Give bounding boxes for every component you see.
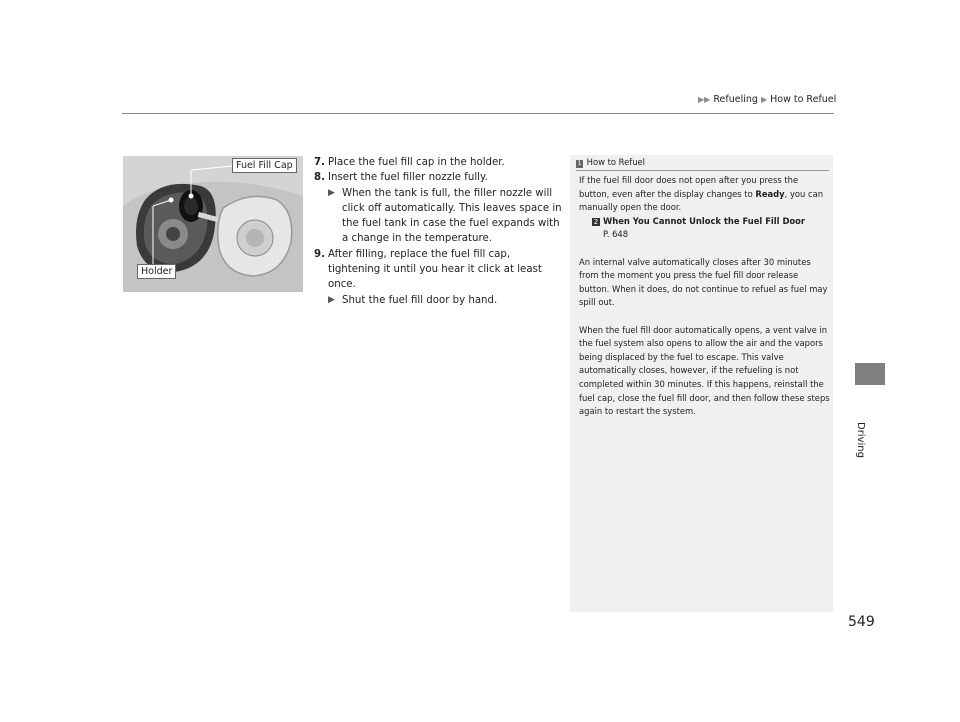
breadcrumb-arrow-icon: ▶ — [760, 95, 768, 104]
step-text: After filling, replace the fuel fill cap, tightening it until you hear it click at least once. — [328, 248, 542, 291]
cross-reference-icon: 2 — [593, 217, 599, 226]
cross-reference-title[interactable]: When You Cannot Unlock the Fuel Fill Door — [603, 215, 806, 226]
step-8 — [314, 170, 564, 185]
step-9 — [314, 247, 564, 293]
header-divider — [122, 113, 834, 114]
notes-heading — [576, 157, 645, 168]
triangle-right-icon: ▶ — [328, 187, 335, 198]
notes-paragraph — [579, 174, 831, 215]
step-number: 8. — [314, 172, 325, 184]
step-text: Insert the fuel filler nozzle fully. — [328, 172, 488, 184]
breadcrumb-page[interactable]: How to Refuel — [770, 94, 837, 105]
breadcrumb — [698, 94, 836, 105]
breadcrumb-section[interactable]: Refueling — [713, 94, 758, 105]
notes-paragraph: When the fuel fill door automatically opens, a vent valve in the fuel system also opens to allow the air and the vapors being displaced by the fuel to escape. This valve automatically closes, however, if the refueling is not completed within 30 minutes. If this happens, reinstall the fuel cap, close the fuel fill door, and then follow these steps again to restart the system. — [579, 324, 830, 417]
step-subtext: When the tank is full, the filler nozzle will click off automatically. This leaves space in the fuel tank in case the fuel expands with a change in the temperature. — [342, 187, 562, 245]
notes-text: , you can manually open the door. — [579, 188, 824, 213]
step-text: Place the fuel fill cap in the holder. — [328, 157, 505, 168]
cross-reference-link[interactable] — [579, 215, 831, 229]
holder-label: Holder — [137, 264, 176, 279]
breadcrumb-arrow-icon: ▶▶ — [698, 95, 711, 104]
ready-keyword: Ready — [755, 188, 785, 199]
instruction-steps — [314, 155, 564, 308]
step-number: 9. — [314, 248, 325, 260]
cross-reference-page[interactable]: P. 648 — [603, 229, 629, 240]
notes-text: If the fuel fill door does not open after you press the button, even after the display changes to — [579, 175, 799, 199]
notes-body — [579, 174, 831, 432]
notes-divider — [576, 170, 829, 171]
chapter-tab[interactable] — [855, 363, 885, 385]
notes-paragraph: An internal valve automatically closes after 30 minutes from the moment you press the fuel fill door release button. When it does, do not continue to refuel as fuel may spill out. — [579, 256, 828, 308]
step-7 — [314, 155, 564, 170]
step-number: 7. — [314, 157, 325, 168]
chapter-tab-label: Driving — [855, 422, 866, 458]
triangle-right-icon: ▶ — [328, 294, 335, 305]
fuel-fill-cap-label: Fuel Fill Cap — [232, 158, 297, 173]
step-8-note — [314, 186, 564, 247]
fuel-door-illustration — [123, 156, 303, 292]
step-9-note — [314, 293, 564, 308]
step-subtext: Shut the fuel fill door by hand. — [342, 294, 498, 306]
note-reference-icon: 1 — [577, 160, 582, 167]
page-number: 549 — [848, 614, 875, 630]
notes-title: How to Refuel — [586, 157, 646, 167]
notes-sidebar — [570, 155, 833, 612]
